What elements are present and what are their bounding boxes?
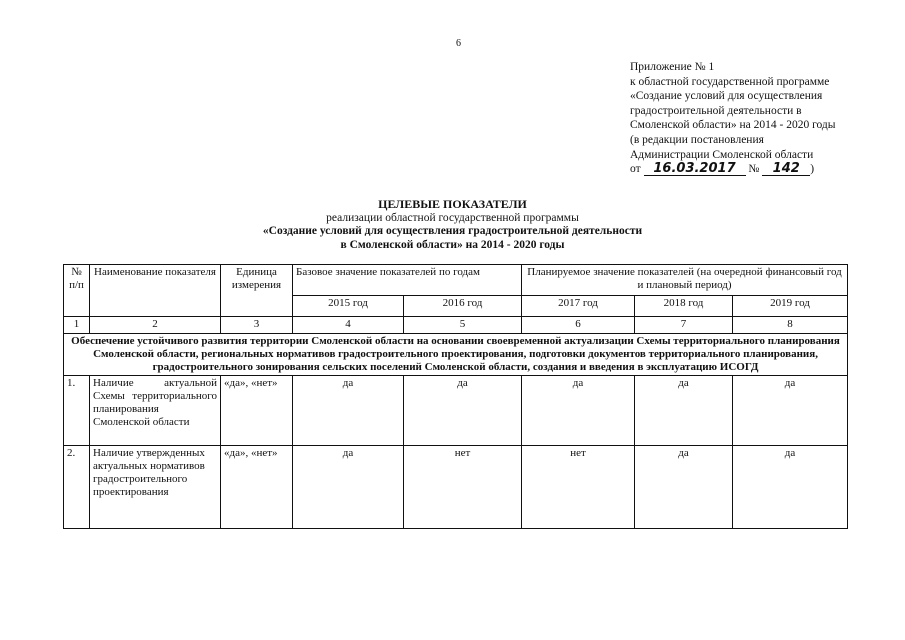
- column-number-row: [64, 317, 848, 334]
- handwritten-number: 142: [762, 163, 810, 176]
- row-value: да: [293, 376, 404, 446]
- row-unit: «да», «нет»: [221, 376, 293, 446]
- document-title: ЦЕЛЕВЫЕ ПОКАЗАТЕЛИ: [378, 197, 527, 211]
- title-line: реализации областной государственной программы: [326, 211, 579, 224]
- header-unit: Единица измерения: [221, 265, 293, 317]
- annex-line: к областной государственной программе: [630, 75, 830, 88]
- title-block: [140, 198, 765, 252]
- header-row: [64, 265, 848, 296]
- row-value: да: [733, 446, 848, 529]
- closing-paren: ): [810, 163, 815, 176]
- column-number: 4: [293, 317, 404, 334]
- table-row: [64, 446, 848, 529]
- annex-line: «Создание условий для осуществления: [630, 90, 823, 103]
- annex-line: Администрации Смоленской области: [630, 148, 814, 161]
- column-number: 2: [90, 317, 221, 334]
- header-year: 2017 год: [522, 296, 635, 317]
- row-value: нет: [522, 446, 635, 529]
- row-value: да: [293, 446, 404, 529]
- row-num: 1.: [64, 376, 90, 446]
- header-year: 2018 год: [635, 296, 733, 317]
- section-title: Обеспечение устойчивого развития территории Смоленской области на основании своевременной актуализации Схемы территориального планирования Смоленской области, региональных нормативов градостроительного проектирования, подготовки документов территориального планирования, градостроительного зонирования сельских поселений Смоленской области, создания и введения в эксплуатацию ИСОГД: [64, 334, 848, 376]
- section-row: [64, 334, 848, 376]
- row-value: нет: [404, 446, 522, 529]
- header-base: Базовое значение показателей по годам: [293, 265, 522, 296]
- title-line: в Смоленской области» на 2014 - 2020 годы: [340, 238, 565, 251]
- indicators-table: [63, 264, 848, 529]
- annex-date-line: [630, 162, 895, 177]
- column-number: 7: [635, 317, 733, 334]
- row-unit: «да», «нет»: [221, 446, 293, 529]
- annex-line: градостроительной деятельности в: [630, 104, 802, 117]
- column-number: 8: [733, 317, 848, 334]
- date-prefix: от: [630, 163, 641, 176]
- handwritten-date: 16.03.2017: [644, 163, 746, 176]
- header-year: 2016 год: [404, 296, 522, 317]
- table-row: [64, 376, 848, 446]
- annex-line: (в редакции постановления: [630, 133, 764, 146]
- row-value: да: [404, 376, 522, 446]
- header-num: № п/п: [64, 265, 90, 317]
- row-value: да: [635, 376, 733, 446]
- header-year: 2019 год: [733, 296, 848, 317]
- row-value: да: [522, 376, 635, 446]
- row-value: да: [635, 446, 733, 529]
- column-number: 5: [404, 317, 522, 334]
- annex-block: [630, 60, 895, 177]
- annex-line: Смоленской области» на 2014 - 2020 годы: [630, 119, 836, 132]
- column-number: 6: [522, 317, 635, 334]
- header-name: Наименование показателя: [90, 265, 221, 317]
- column-number: 3: [221, 317, 293, 334]
- row-num: 2.: [64, 446, 90, 529]
- row-name: Наличие утвержденных актуальных нормативов градостроительного проектирования: [90, 446, 221, 529]
- page-number: 6: [456, 38, 461, 49]
- number-prefix: №: [748, 163, 760, 176]
- row-value: да: [733, 376, 848, 446]
- title-line: «Создание условий для осуществления градостроительной деятельности: [262, 225, 643, 237]
- row-name: Наличие актуальной Схемы территориального планирования Смоленской области: [90, 376, 221, 446]
- annex-line: Приложение № 1: [630, 61, 715, 73]
- column-number: 1: [64, 317, 90, 334]
- header-year: 2015 год: [293, 296, 404, 317]
- header-planned: Планируемое значение показателей (на очередной финансовый год и плановый период): [522, 265, 848, 296]
